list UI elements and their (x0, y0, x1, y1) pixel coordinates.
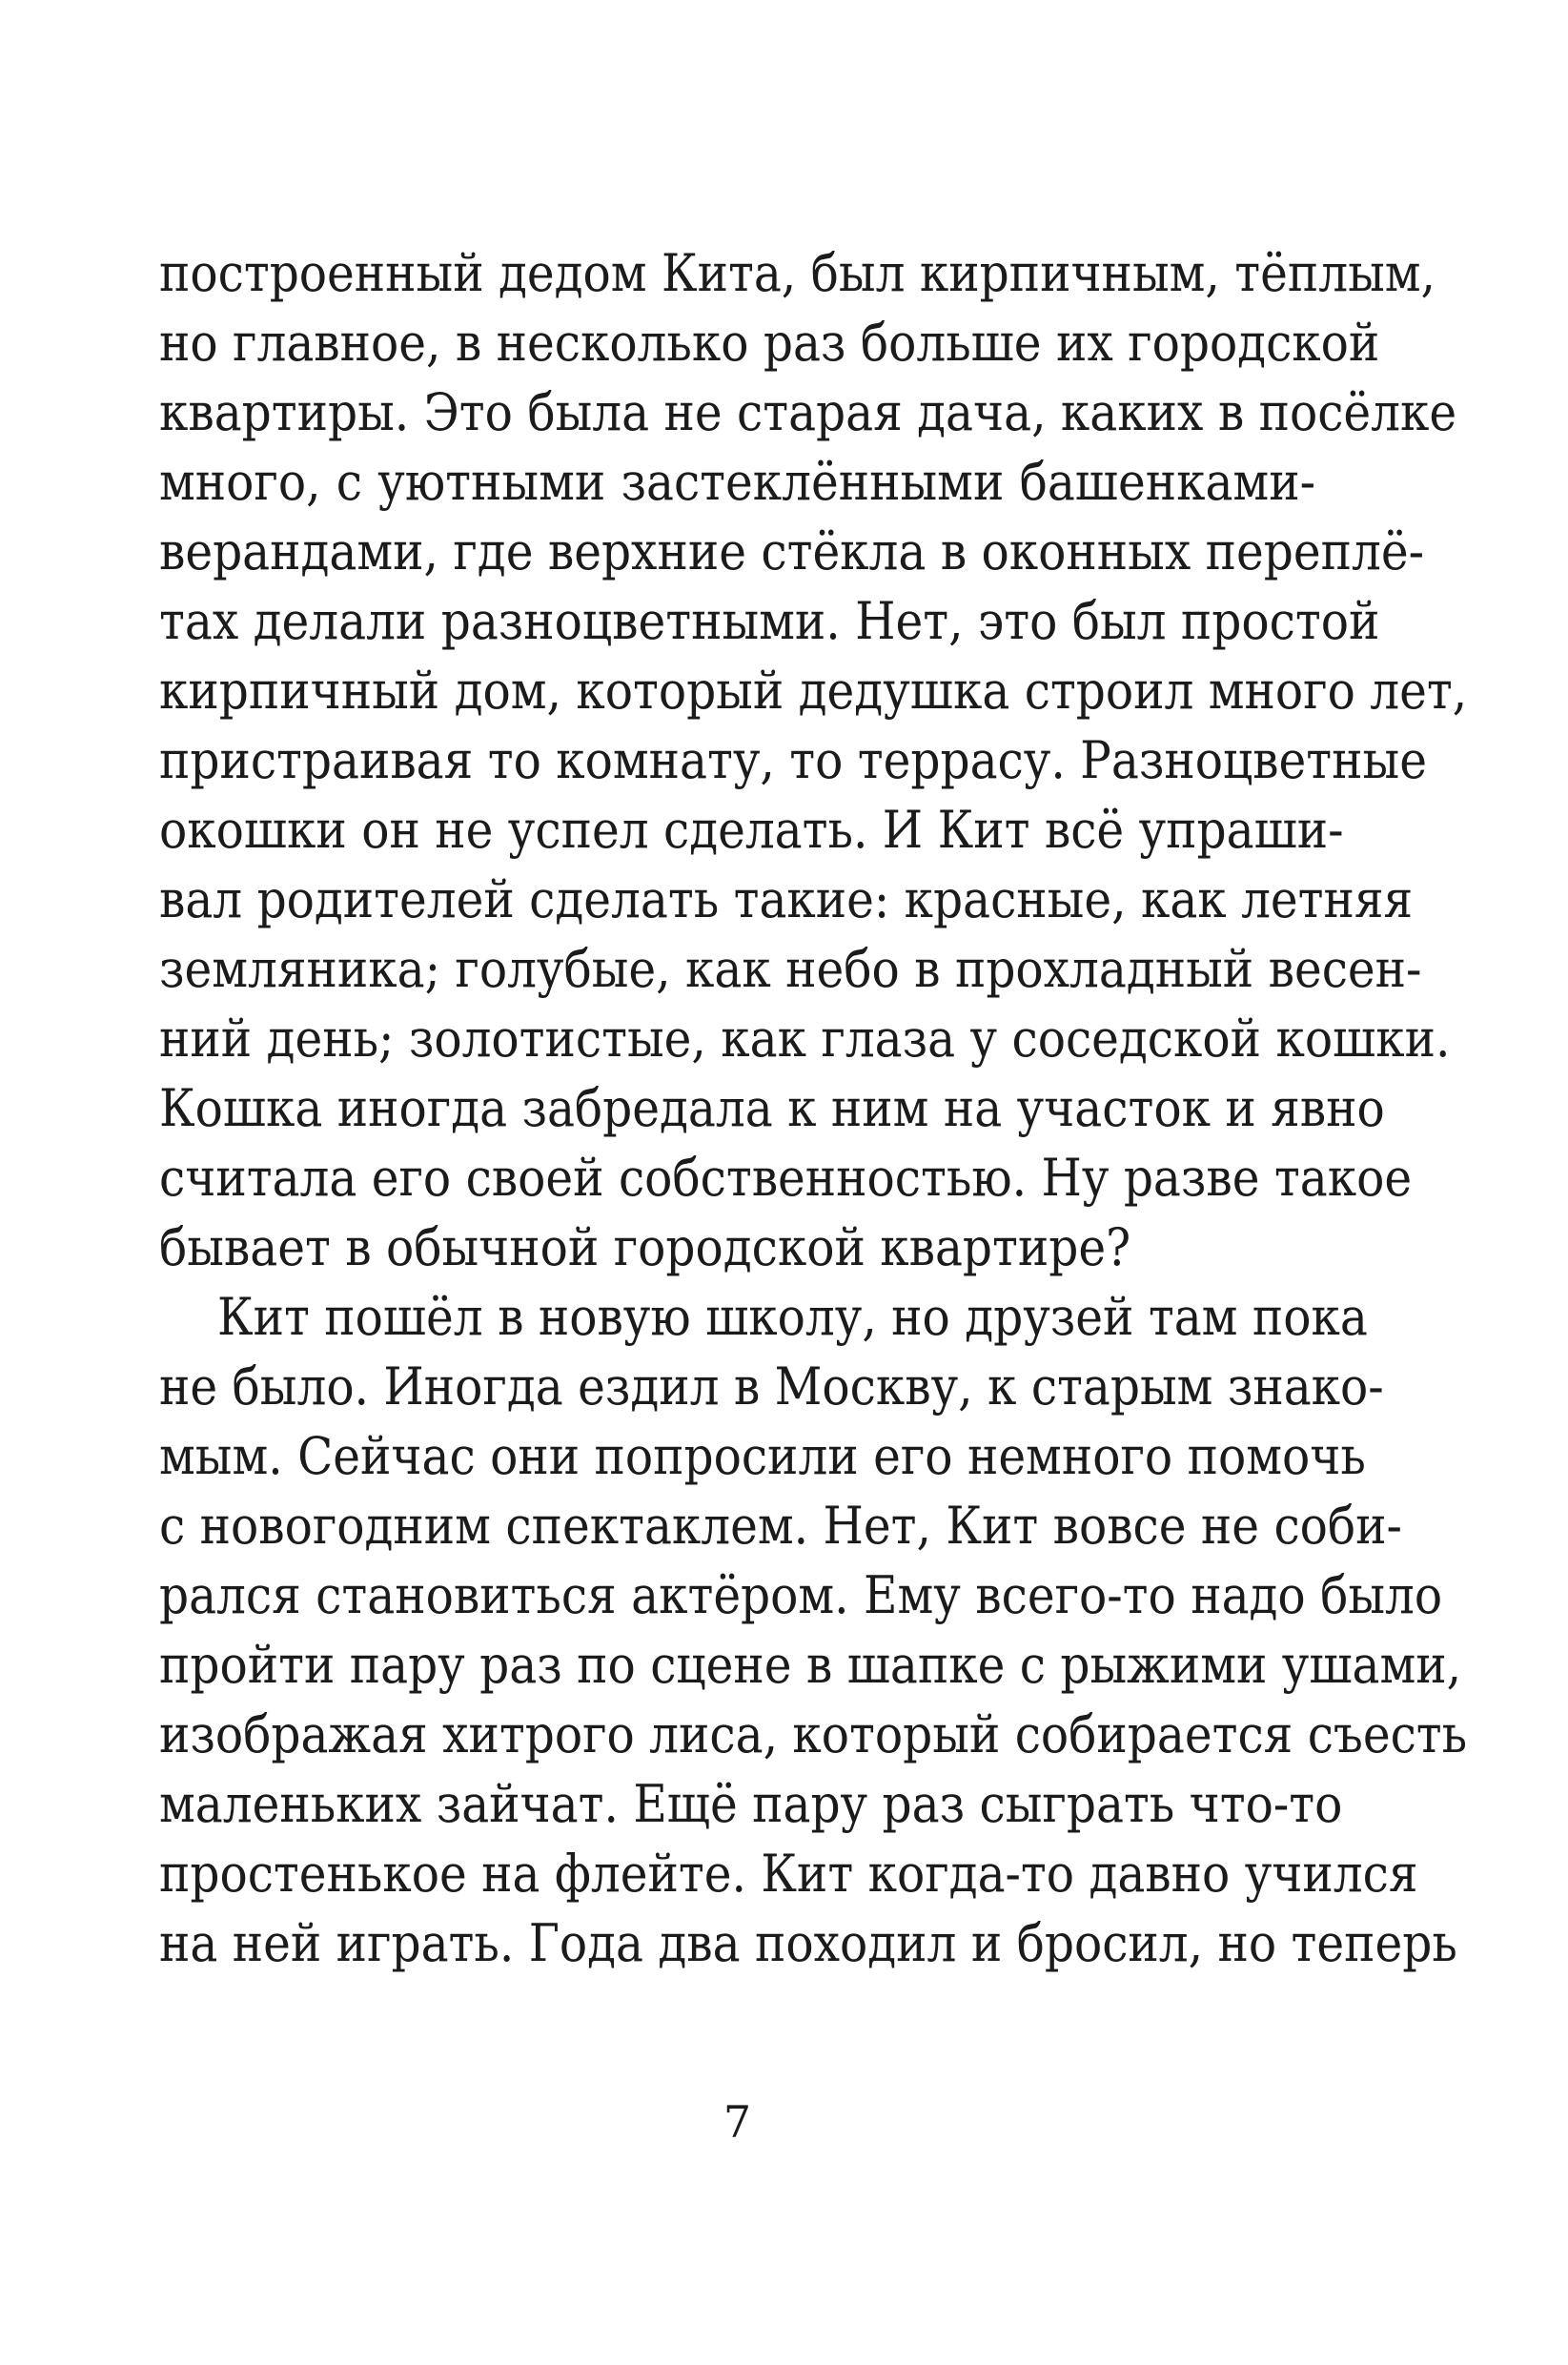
paragraph-1 (159, 238, 1468, 1282)
text-line: изображая хитрого лиса, который собирается съесть (159, 1704, 1468, 1764)
text-line: не было. Иногда ездил в Москву, к старым знако- (159, 1356, 1384, 1417)
text-line: кирпичный дом, который дедушка строил много лет, (159, 661, 1468, 721)
text-line: пристраивая то комнату, то террасу. Разноцветные (159, 730, 1427, 790)
text-line: но главное, в несколько раз больше их городской (159, 313, 1380, 373)
text-line: Кошка иногда забредала к ним на участок и явно (159, 1078, 1385, 1138)
text-line: простенькое на флейте. Кит когда-то давно учился (159, 1844, 1418, 1904)
text-line: тах делали разноцветными. Нет, это был простой (159, 591, 1380, 651)
page-text-block (159, 238, 1468, 1978)
text-line: построенный дедом Кита, был кирпичным, тёплым, (159, 243, 1436, 303)
text-line: маленьких зайчат. Ещё пару раз сыграть что-то (159, 1774, 1343, 1834)
text-line: много, с уютными застеклёнными башенками- (159, 452, 1315, 512)
text-line: земляника; голубые, как небо в прохладный весен- (159, 939, 1422, 999)
text-line: бывает в обычной городской квартире? (159, 1217, 1131, 1277)
text-line: с новогодним спектаклем. Нет, Кит вовсе не соби- (159, 1496, 1402, 1556)
text-line: вал родителей сделать такие: красные, как летняя (159, 869, 1414, 929)
text-line: квартиры. Это была не старая дача, каких в посёлке (159, 382, 1457, 442)
page-number: 7 (723, 2096, 752, 2148)
text-line: Кит пошёл в новую школу, но друзей там пока (217, 1287, 1368, 1347)
text-line: рался становиться актёром. Ему всего-то надо было (159, 1565, 1443, 1625)
text-line: пройти пару раз по сцене в шапке с рыжими ушами, (159, 1635, 1462, 1695)
text-line: на ней играть. Года два походил и бросил, но теперь (159, 1913, 1457, 1973)
text-line: верандами, где верхние стёкла в оконных переплё- (159, 521, 1424, 581)
paragraph-2 (159, 1282, 1468, 1978)
text-line: мым. Сейчас они попросили его немного помочь (159, 1426, 1366, 1486)
text-line: ний день; золотистые, как глаза у соседской кошки. (159, 1009, 1451, 1069)
text-line: окошки он не успел сделать. И Кит всё упраши- (159, 800, 1344, 860)
text-line: считала его своей собственностью. Ну разве такое (159, 1148, 1413, 1208)
